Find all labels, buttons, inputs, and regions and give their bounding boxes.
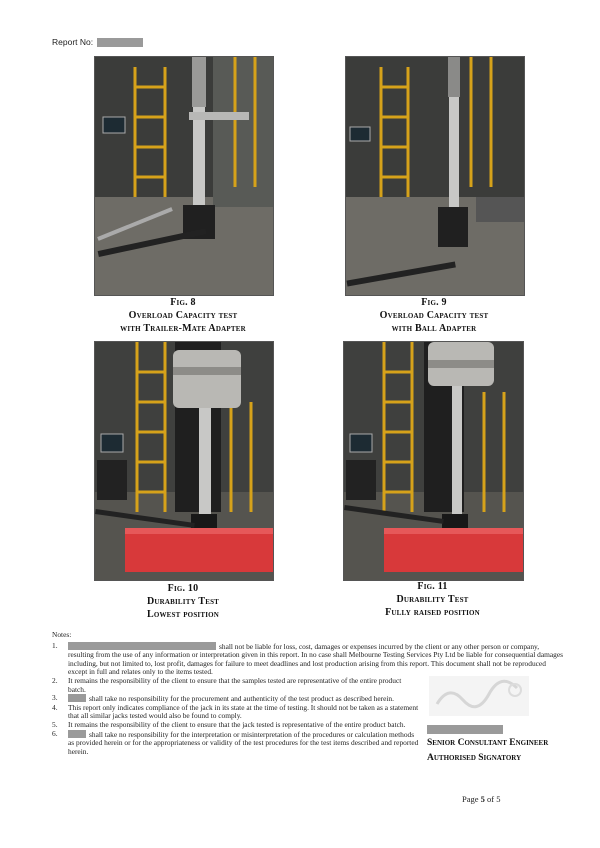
note-text: This report only indicates compliance of the jack in its state at the time of testing. It should not be taken as a statement that all similar jacks tested would also be found to comply.: [68, 702, 419, 721]
notes-title: Notes:: [52, 630, 72, 639]
redacted-report-number: [97, 38, 143, 47]
photo-fig-10: [94, 341, 274, 581]
page-number: [462, 794, 501, 804]
figure-title: Overload Capacity test: [128, 310, 238, 321]
note-text: shall take no responsibility for the procurement and authenticity of the test product as described herein.: [89, 694, 394, 704]
page-current: 5: [480, 794, 485, 804]
figure-title: Durability Test: [396, 594, 469, 605]
figure-subtitle: Fully raised position: [385, 607, 480, 618]
figure-title: Durability Test: [146, 596, 220, 607]
figure-number: Fig. 11: [417, 581, 448, 592]
figure-subtitle: Lowest position: [146, 609, 220, 620]
note-text: It remains the responsibility of the client to ensure that the samples tested are representative of the entire product batch.: [68, 675, 402, 694]
note-number: 5.: [52, 719, 58, 729]
note-text: It remains the responsibility of the client to ensure that the jack tested is representative of the entire product batch.: [68, 719, 406, 729]
note-number: 3.: [52, 693, 58, 703]
figure-subtitle: with Ball Adapter: [391, 323, 477, 334]
photo-fig-9: [345, 56, 525, 296]
figure-caption-8: [94, 296, 272, 335]
page-label: Page: [462, 794, 479, 804]
note-number: 2.: [52, 675, 58, 685]
note-number: 1.: [52, 640, 58, 650]
figure-number: Fig. 9: [421, 297, 447, 308]
figure-caption-10: [94, 582, 272, 621]
note-text: shall take no responsibility for the interpretation or misinterpretation of the procedures or calculation methods as provided herein or for the appropriateness or validity of the test procedures for the test items described and reported herein.: [68, 729, 419, 756]
redacted-company-name: [68, 642, 216, 650]
note-number: 4.: [52, 702, 58, 712]
redacted-company-name: [68, 730, 86, 738]
figure-subtitle: with Trailer-Mate Adapter: [120, 323, 246, 334]
report-number: [52, 37, 143, 47]
note-number: 6.: [52, 728, 58, 738]
page-total: 5: [496, 794, 501, 804]
figure-caption-11: [343, 580, 522, 619]
redacted-company-name: [68, 694, 86, 702]
signatory-title: Senior Consultant Engineer: [427, 738, 549, 748]
signatory-role: Authorised Signatory: [427, 753, 522, 763]
page-of: of: [487, 794, 495, 804]
note-text: shall not be liable for loss, cost, damages or expenses incurred by the client or any other person or company, resulting from the use of any information or interpretation given in this report. In no case shall Melbourne Testing Services Pty Ltd be liable for consequential damages including, but not limited to, lost profit, damages for failure to meet deadlines and lost production arising from this report. This document shall not be reproduced except in full and relates only to the items tested.: [68, 641, 564, 677]
photo-fig-8: [94, 56, 274, 296]
report-number-label: Report No:: [52, 37, 94, 47]
redacted-signatory-name: [427, 725, 503, 734]
figure-title: Overload Capacity test: [379, 310, 489, 321]
note-item: [52, 642, 564, 677]
signatory-block: [427, 736, 548, 766]
figure-caption-9: [345, 296, 523, 335]
signature-image: [429, 676, 529, 716]
figure-number: Fig. 10: [167, 583, 199, 594]
figure-number: Fig. 8: [170, 297, 196, 308]
photo-fig-11: [343, 341, 524, 581]
